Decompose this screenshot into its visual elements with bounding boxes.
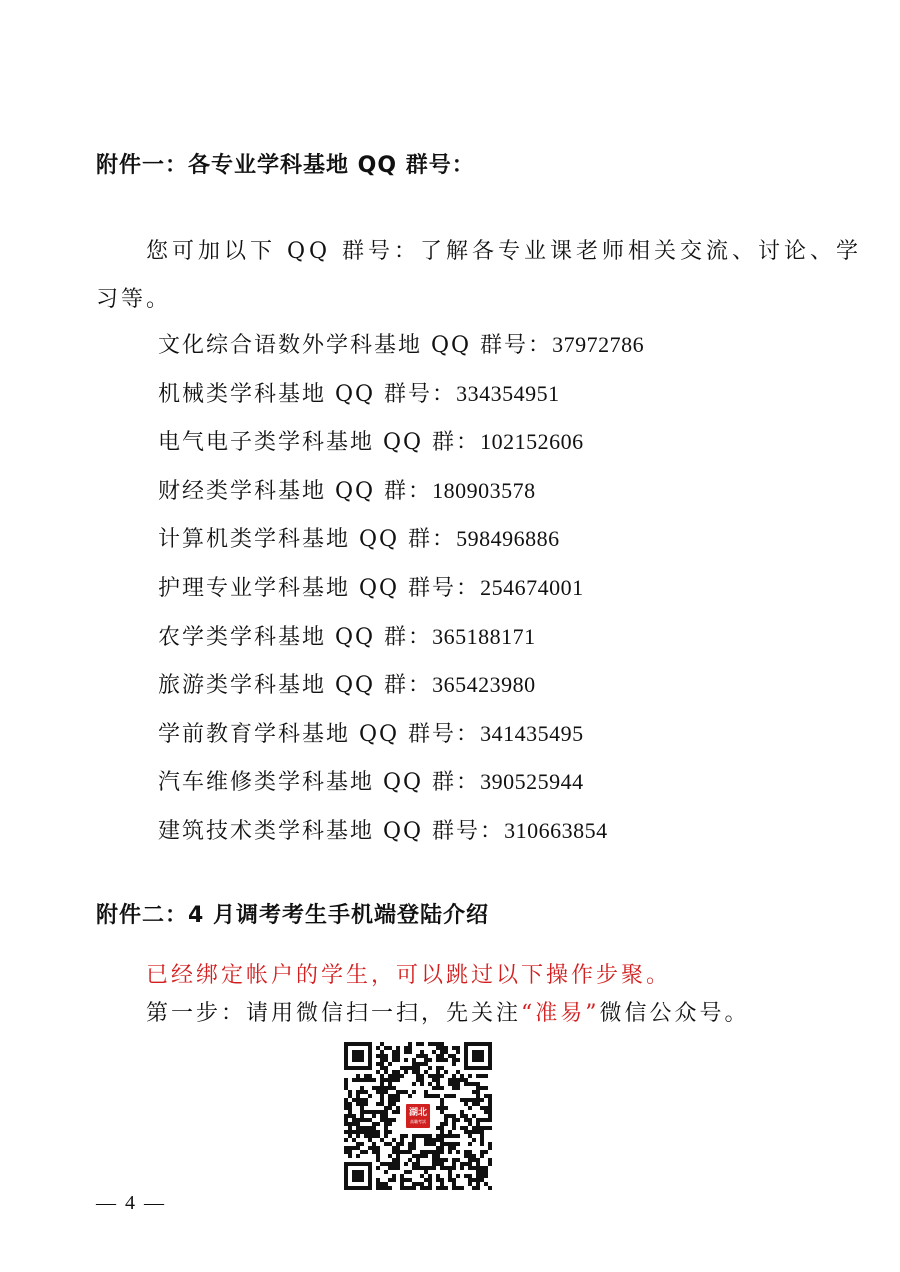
wechat-qr-code	[344, 1042, 492, 1190]
qq-group-item	[158, 330, 644, 379]
qq-group-item	[158, 670, 644, 719]
qq-group-number: 37972786	[552, 332, 645, 357]
qq-group-label: 建筑技术类学科基地 QQ 群号：	[158, 818, 505, 844]
qq-group-number: 310663854	[504, 817, 608, 843]
qq-group-number: 180903578	[432, 477, 536, 503]
attachment1-title: 附件一：各专业学科基地 QQ 群号：	[96, 153, 475, 178]
qq-group-label: 农学类学科基地 QQ 群：	[158, 624, 433, 650]
qq-group-number: 390525944	[480, 769, 584, 795]
qq-group-number: 254674001	[480, 574, 584, 600]
step-one	[146, 996, 750, 1027]
qq-group-label: 机械类学科基地 QQ 群号：	[158, 381, 457, 407]
qq-group-item	[158, 816, 644, 865]
bound-account-note: 已经绑定帐户的学生，可以跳过以下操作步聚。	[146, 963, 672, 988]
qq-group-item	[158, 573, 644, 622]
qq-group-label: 旅游类学科基地 QQ 群：	[158, 673, 433, 699]
qr-logo-subtext: 高職考試	[410, 1119, 426, 1124]
qq-group-number: 102152606	[480, 429, 584, 455]
step-one-suffix: 微信公众号。	[599, 1001, 750, 1026]
qq-group-item	[158, 379, 644, 428]
qq-group-label: 汽车维修类学科基地 QQ 群：	[158, 770, 481, 796]
qq-group-number: 598496886	[456, 526, 560, 552]
page-number: — 4 —	[96, 1192, 166, 1214]
attachment2-title: 附件二：4 月调考考生手机端登陆介绍	[96, 903, 489, 928]
qq-group-label: 计算机类学科基地 QQ 群：	[158, 527, 457, 553]
qq-group-number: 365188171	[432, 623, 536, 649]
step-one-prefix: 第一步：请用微信扫一扫，先关注	[146, 1001, 522, 1026]
qq-group-number: 341435495	[480, 720, 584, 746]
qq-group-label: 文化综合语数外学科基地 QQ 群号：	[158, 333, 553, 358]
qq-group-item	[158, 524, 644, 573]
qq-group-label: 护理专业学科基地 QQ 群号：	[158, 575, 481, 601]
qq-group-list	[158, 330, 644, 865]
qq-group-item	[158, 719, 644, 768]
qq-group-item	[158, 767, 644, 816]
intro-line-2: 习等。	[96, 287, 172, 312]
qq-group-item	[158, 622, 644, 671]
intro-line-1: 您可加以下 QQ 群号：了解各专业课老师相关交流、讨论、学	[146, 239, 863, 264]
qq-group-number: 334354951	[456, 380, 560, 406]
qq-group-item	[158, 476, 644, 525]
step-one-account-name: “准易”	[521, 1001, 600, 1026]
qr-logo-text: 湖北	[408, 1108, 427, 1118]
qq-group-label: 财经类学科基地 QQ 群：	[158, 478, 433, 504]
qq-group-label: 学前教育学科基地 QQ 群号：	[158, 721, 481, 747]
qq-group-label: 电气电子类学科基地 QQ 群：	[158, 430, 481, 456]
qq-group-number: 365423980	[432, 672, 536, 698]
qq-group-item	[158, 427, 644, 476]
qr-logo-badge	[404, 1102, 432, 1130]
